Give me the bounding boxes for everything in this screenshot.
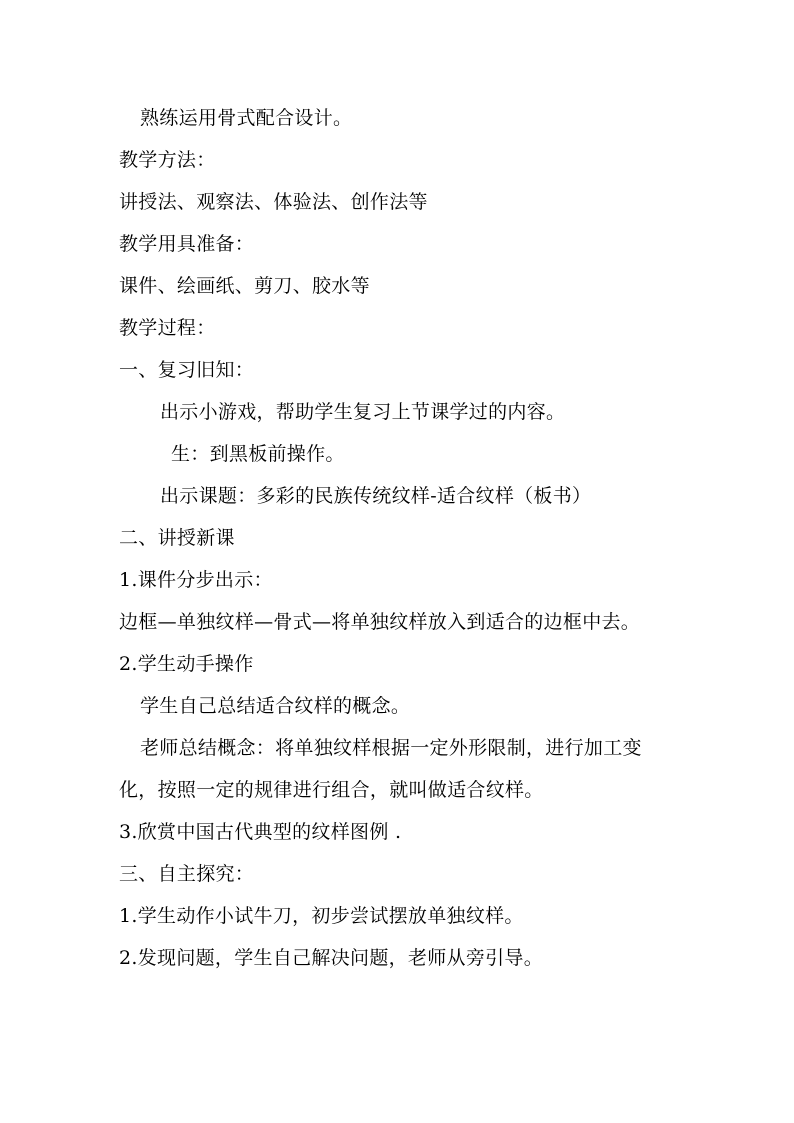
section-heading: 教学方法： [119,149,216,171]
paragraph-text: 讲授法、观察法、体验法、创作法等 [119,191,428,213]
section-heading: 教学过程： [119,317,216,339]
list-item: 1.课件分步出示： [119,569,273,591]
list-item: 2.学生动手操作 [119,653,254,675]
paragraph-text: 课件、绘画纸、剪刀、胶水等 [119,275,370,297]
paragraph-text: 出示课题：多彩的民族传统纹样-适合纹样（板书） [160,485,592,507]
list-item: 1.学生动作小试牛刀，初步尝试摆放单独纹样。 [119,905,524,927]
list-item: 3.欣赏中国古代典型的纹样图例 . [119,821,402,843]
section-heading: 一、复习旧知： [119,359,255,381]
paragraph-text: 熟练运用骨式配合设计。 [140,107,353,129]
section-heading: 二、讲授新课 [119,527,235,549]
list-item: 2.发现问题，学生自己解决问题，老师从旁引导。 [119,947,544,969]
section-heading: 三、自主探究： [119,863,255,885]
section-heading: 教学用具准备： [119,233,255,255]
paragraph-text: 生：到黑板前操作。 [171,443,345,465]
paragraph-text: 化，按照一定的规律进行组合，就叫做适合纹样。 [119,779,544,801]
paragraph-text: 出示小游戏，帮助学生复习上节课学过的内容。 [160,401,566,423]
paragraph-text: 边框—单独纹样—骨式—将单独纹样放入到适合的边框中去。 [119,611,641,633]
paragraph-text: 老师总结概念：将单独纹样根据一定外形限制，进行加工变 [140,737,642,759]
paragraph-text: 学生自己总结适合纹样的概念。 [140,695,411,717]
